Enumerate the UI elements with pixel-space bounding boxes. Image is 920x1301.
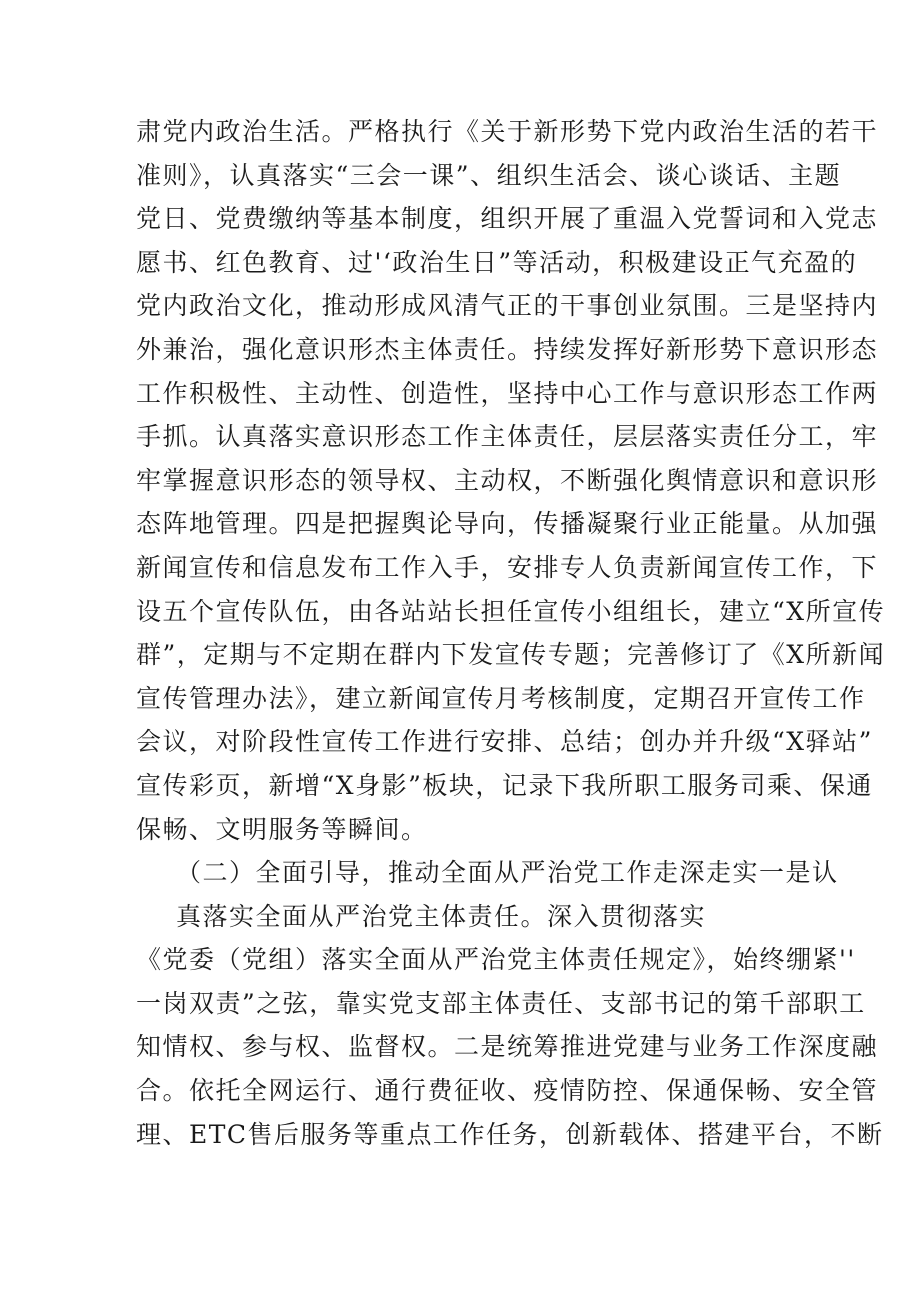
paragraph-line: 外兼治，强化意识形杰主体责任。持续发挥好新形势下意识形态: [136, 334, 879, 364]
paragraph-line: 牢掌握意识形态的领导权、主动权，不断强化舆情意识和意识形: [136, 465, 879, 495]
paragraph-line: 知情权、参与权、监督权。二是统筹推进党建与业务工作深度融: [136, 1032, 879, 1062]
paragraph-line: 手抓。认真落实意识形态工作主体责任，层层落实责任分工，牢: [136, 422, 879, 452]
section-heading-line: （二）全面引导，推动全面从严治党工作走深走实一是认: [176, 858, 839, 888]
paragraph-line: 保畅、文明服务等瞬间。: [136, 814, 428, 844]
paragraph-line: 工作积极性、主动性、创造性，坚持中心工作与意识形态工作两: [136, 378, 879, 408]
paragraph-line: 党日、党费缴纳等基本制度，组织开展了重温入党誓词和入党志: [136, 204, 879, 234]
paragraph-line: 准则》，认真落实“三会一课”、组织生活会、谈心谈话、主题: [136, 160, 842, 190]
paragraph-line: 肃党内政治生活。严格执行《关于新形势下党内政治生活的若干: [136, 117, 879, 146]
paragraph-line: 愿书、红色教育、过'‘政治生日”等活动，积极建设正气充盈的: [136, 247, 858, 277]
paragraph-line: 群”，定期与不定期在群内下发宣传专题；完善修订了《X所新闻: [136, 640, 886, 670]
paragraph-line: 设五个宣传队伍，由各站站长担任宣传小组组长，建立“X所宣传: [136, 596, 886, 626]
paragraph-line: 一岗双责”之弦，靠实党支部主体责任、支部书记的第千部职工: [136, 988, 866, 1018]
paragraph-line: 合。依托全网运行、通行费征收、疫情防控、保通保畅、安全管: [136, 1076, 879, 1106]
paragraph-line: 会议，对阶段性宣传工作进行安排、总结；创办并升级“X驿站”: [136, 727, 873, 757]
paragraph-line: 态阵地管理。四是把握舆论导向，传播凝聚行业正能量。从加强: [136, 509, 879, 539]
document-body: [136, 110, 886, 1156]
paragraph-line: 宣传管理办法》，建立新闻宣传月考核制度，定期召开宣传工作: [136, 683, 866, 713]
paragraph-line: 宣传彩页，新增“X身影”板块，记录下我所职工服务司乘、保通: [136, 770, 873, 800]
paragraph-line: 理、ETC售后服务等重点工作任务，创新载体、搭建平台，不断: [136, 1119, 884, 1149]
paragraph-line: 新闻宣传和信息发布工作入手，安排专人负责新闻宣传工作，下: [136, 552, 879, 582]
paragraph-line: 党内政治文化，推动形成风清气正的干事创业氛围。三是坚持内: [136, 291, 879, 321]
paragraph-line: 真落实全面从严治党主体责任。深入贯彻落实: [176, 901, 707, 931]
paragraph-line: 《党委（党组）落实全面从严治党主体责任规定》，始终绷紧'': [136, 945, 856, 975]
